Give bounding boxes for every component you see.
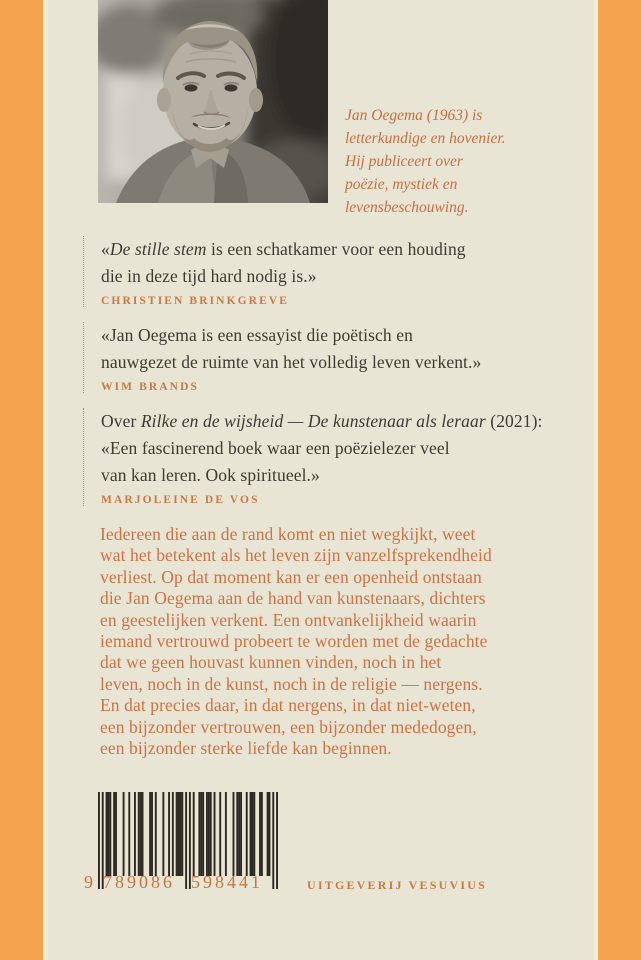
blurb-line: wat het betekent als het leven zijn vanzelfsprekendheid [100, 545, 492, 566]
endorsement-quote [83, 236, 553, 307]
author-bio [345, 104, 506, 219]
quote-line: Over Rilke en de wijsheid — De kunstenaar als leraar (2021): [101, 411, 543, 431]
blurb-line: verliest. Op dat moment kan er een openheid ontstaan [100, 566, 482, 587]
right-orange-band [598, 0, 641, 960]
quote-line: van kan leren. Ook spiritueel.» [101, 465, 320, 485]
endorsement-quote [83, 408, 553, 506]
quote-attribution: CHRISTIEN BRINKGREVE [101, 295, 290, 307]
spine-fold-left [43, 0, 48, 960]
quote-line: nauwgezet de ruimte van het volledig leven verkent.» [101, 352, 482, 372]
quote-line: «Jan Oegema is een essayist die poëtisch en [101, 325, 413, 345]
bio-line: Jan Oegema (1963) is [345, 107, 483, 124]
publisher-name: UITGEVERIJ VESUVIUS [307, 878, 487, 892]
author-photo [98, 0, 328, 203]
barcode-digits-right: 598441 [191, 872, 263, 892]
bio-line: levensbeschouwing. [345, 199, 469, 216]
quote-line: die in deze tijd hard nodig is.» [101, 266, 317, 286]
barcode-digit-prefix: 9 [84, 872, 93, 892]
blurb-paragraph [100, 524, 492, 759]
blurb-line: dat we geen houvast kunnen vinden, noch in het [100, 652, 442, 673]
blurb-line: En dat precies daar, in dat nergens, in dat niet-weten, [100, 695, 476, 716]
blurb-line: leven, noch in de kunst, noch in de religie — nergens. [100, 673, 483, 694]
blurb-line: een bijzonder vertrouwen, een bijzonder mededogen, [100, 716, 477, 737]
quote-attribution: WIM BRANDS [101, 381, 199, 393]
bio-line: letterkundige en hovenier. [345, 130, 506, 147]
endorsements [83, 236, 553, 521]
blurb-line: een bijzonder sterke liefde kan beginnen. [100, 738, 392, 759]
barcode-digits-left: 789086 [103, 872, 175, 892]
barcode [84, 792, 288, 902]
blurb-line: iemand vertrouwd probeert te worden met de gedachte [100, 631, 488, 652]
blurb-line: die Jan Oegema aan de hand van kunstenaars, dichters [100, 588, 486, 609]
quote-line: «De stille stem is een schatkamer voor een houding [101, 239, 466, 259]
quote-line: «Een fascinerend boek waar een poëzielezer veel [101, 438, 450, 458]
bio-line: poëzie, mystiek en [345, 176, 458, 193]
quote-attribution: MARJOLEINE DE VOS [101, 494, 260, 506]
endorsement-quote [83, 322, 553, 393]
blurb-line: en geestelijken verkent. Een ontvankelijkheid waarin [100, 609, 477, 630]
portrait-illustration [98, 0, 328, 203]
bio-line: Hij publiceert over [345, 153, 463, 170]
left-orange-band [0, 0, 43, 960]
blurb-line: Iedereen die aan de rand komt en niet wegkijkt, weet [100, 524, 476, 544]
